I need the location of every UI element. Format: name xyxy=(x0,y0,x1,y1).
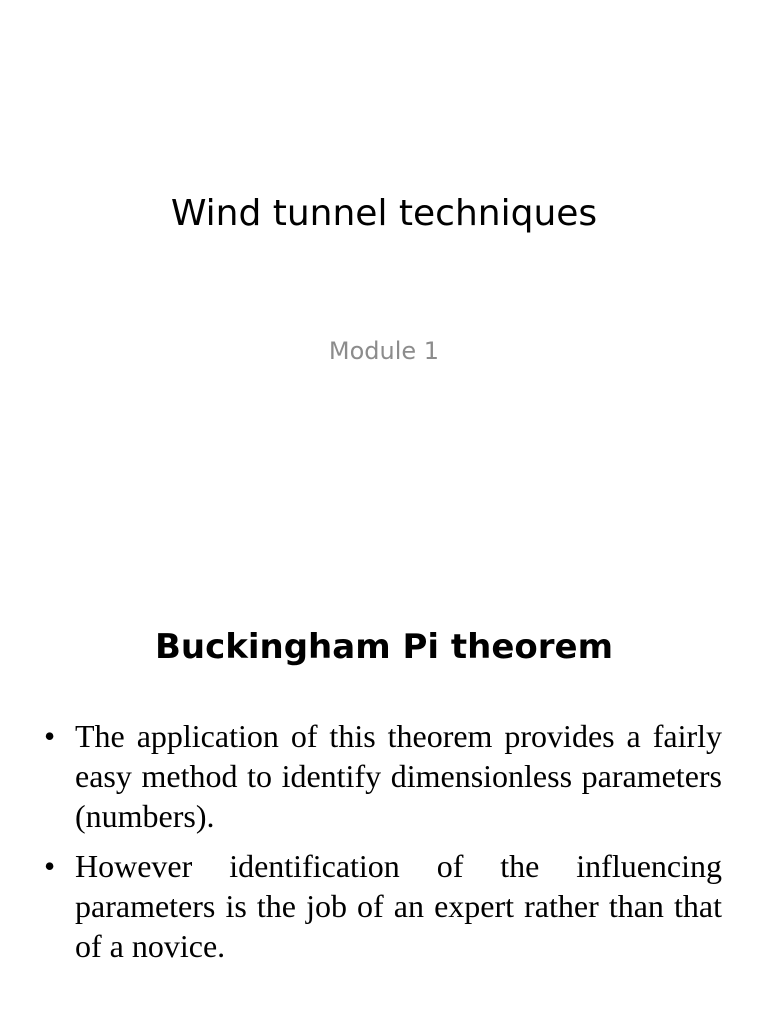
content-slide xyxy=(0,576,768,1024)
bullet-icon: • xyxy=(44,848,56,884)
slide-heading: Buckingham Pi theorem xyxy=(154,627,614,667)
bullet-text: However identification of the influencing parameters is the job of an expert rather than that of a novice. xyxy=(75,848,722,964)
bullet-item xyxy=(44,716,722,836)
bullet-list xyxy=(44,716,722,976)
slide-subtitle: Module 1 xyxy=(328,337,440,365)
bullet-text: The application of this theorem provides a fairly easy method to identify dimensionless parameters (numbers). xyxy=(75,718,722,834)
bullet-item xyxy=(44,846,722,966)
slide-title: Wind tunnel techniques xyxy=(170,193,598,234)
bullet-icon: • xyxy=(44,718,56,754)
